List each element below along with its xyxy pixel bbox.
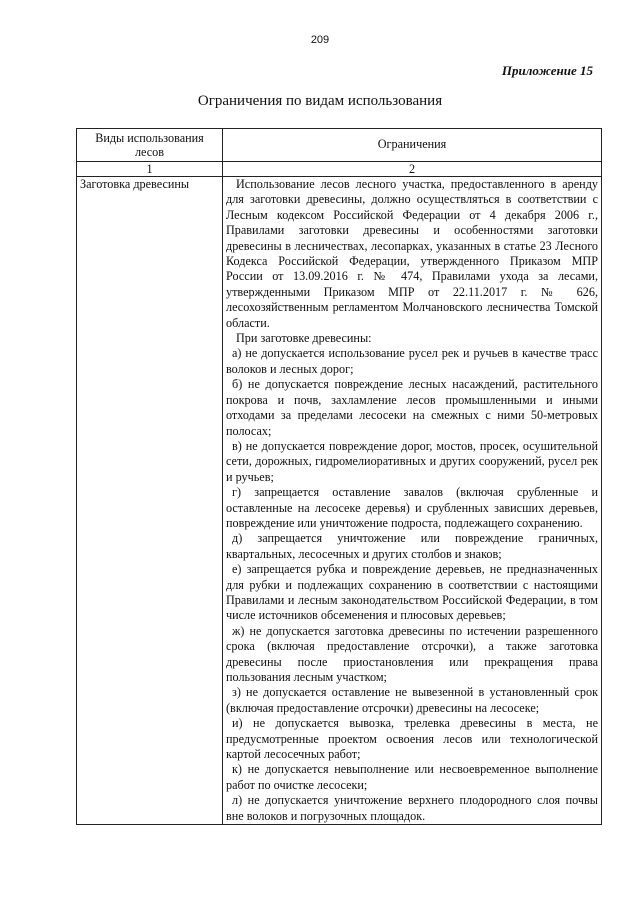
restriction-item-v: в) не допускается повреждение дорог, мостов, просек, осушительной сети, дорожных, гидромелиоративных и других сооружений, русел рек и ручьев; (226, 438, 598, 484)
restriction-item-k: к) не допускается невыполнение или несвоевременное выполнение работ по очистке лесосеки; (226, 762, 598, 792)
column-number-2: 2 (223, 162, 602, 177)
restriction-item-z: з) не допускается оставление не вывезенной в установленный срок (включая предоставление отсрочки) древесины на лесосеке; (226, 685, 598, 715)
restrictions-table (76, 128, 602, 825)
intro-paragraph: Использование лесов лесного участка, предоставленного в аренду для заготовки древесины, должно осуществляться в соответствии с Лесным кодексом Российской Федерации от 4 декабря 2006 г., Правилами заготовки древесины и особенностями заготовки древесины в лесничествах, лесопарках, указанных в статье 23 Лесного Кодекса Российской Федерации, утвержденного Приказом МПР России от 13.09.2016 г. № 474, Правилами ухода за лесами, утвержденными Приказом МПР от 22.11.2017 г. № 626, лесохозяйственным регламентом Молчановского лесничества Томской области. (226, 177, 598, 330)
column-number-row (77, 162, 602, 177)
page-number: 209 (310, 34, 330, 46)
restriction-item-d: д) запрещается уничтожение или повреждение граничных, квартальных, лесосечных и других столбов и знаков; (226, 531, 598, 561)
appendix-label: Приложение 15 (501, 63, 593, 78)
restriction-item-b: б) не допускается повреждение лесных насаждений, растительного покрова и почв, захламление лесов промышленными и иными отходами за пределами лесосеки на смежных с ними 50-метровых полосах; (226, 377, 598, 438)
restriction-item-g: г) запрещается оставление завалов (включая срубленные и оставленные на лесосеке деревья) и срубленных зависших деревьев, повреждение или уничтожение подроста, подлежащего сохранению. (226, 485, 598, 530)
restriction-item-l: л) не допускается уничтожение верхнего плодородного слоя почвы вне волоков и погрузочных площадок. (226, 793, 598, 823)
document-title: Ограничения по видам использования (197, 93, 443, 109)
restrictions-cell (223, 177, 602, 825)
restriction-item-e: е) запрещается рубка и повреждение деревьев, не предназначенных для рубки и подлежащих сохранению в соответствии с настоящими Правилами и лесным законодательством Российской Федерации, в том числе источников обсеменения и плюсовых деревьев; (226, 562, 598, 623)
column-number-1: 1 (77, 162, 223, 177)
table-row (77, 177, 602, 825)
header-restrictions: Ограничения (223, 129, 602, 162)
table-header-row (77, 129, 602, 162)
restriction-item-zh: ж) не допускается заготовка древесины по истечении разрешенного срока (включая предоставление отсрочки), а также заготовка древесины после приостановления или прекращения права пользования лесным участком; (226, 623, 598, 684)
use-type-cell: Заготовка древесины (77, 177, 223, 825)
header-use-types: Виды использования лесов (77, 129, 223, 162)
lead-paragraph: При заготовке древесины: (236, 331, 372, 346)
restriction-item-a: а) не допускается использование русел рек и ручьев в качестве трасс волоков и лесных дорог; (226, 346, 598, 376)
restriction-item-i: и) не допускается вывозка, трелевка древесины в места, не предусмотренные проектом освоения лесов или технологической картой лесосечных работ; (226, 716, 598, 762)
